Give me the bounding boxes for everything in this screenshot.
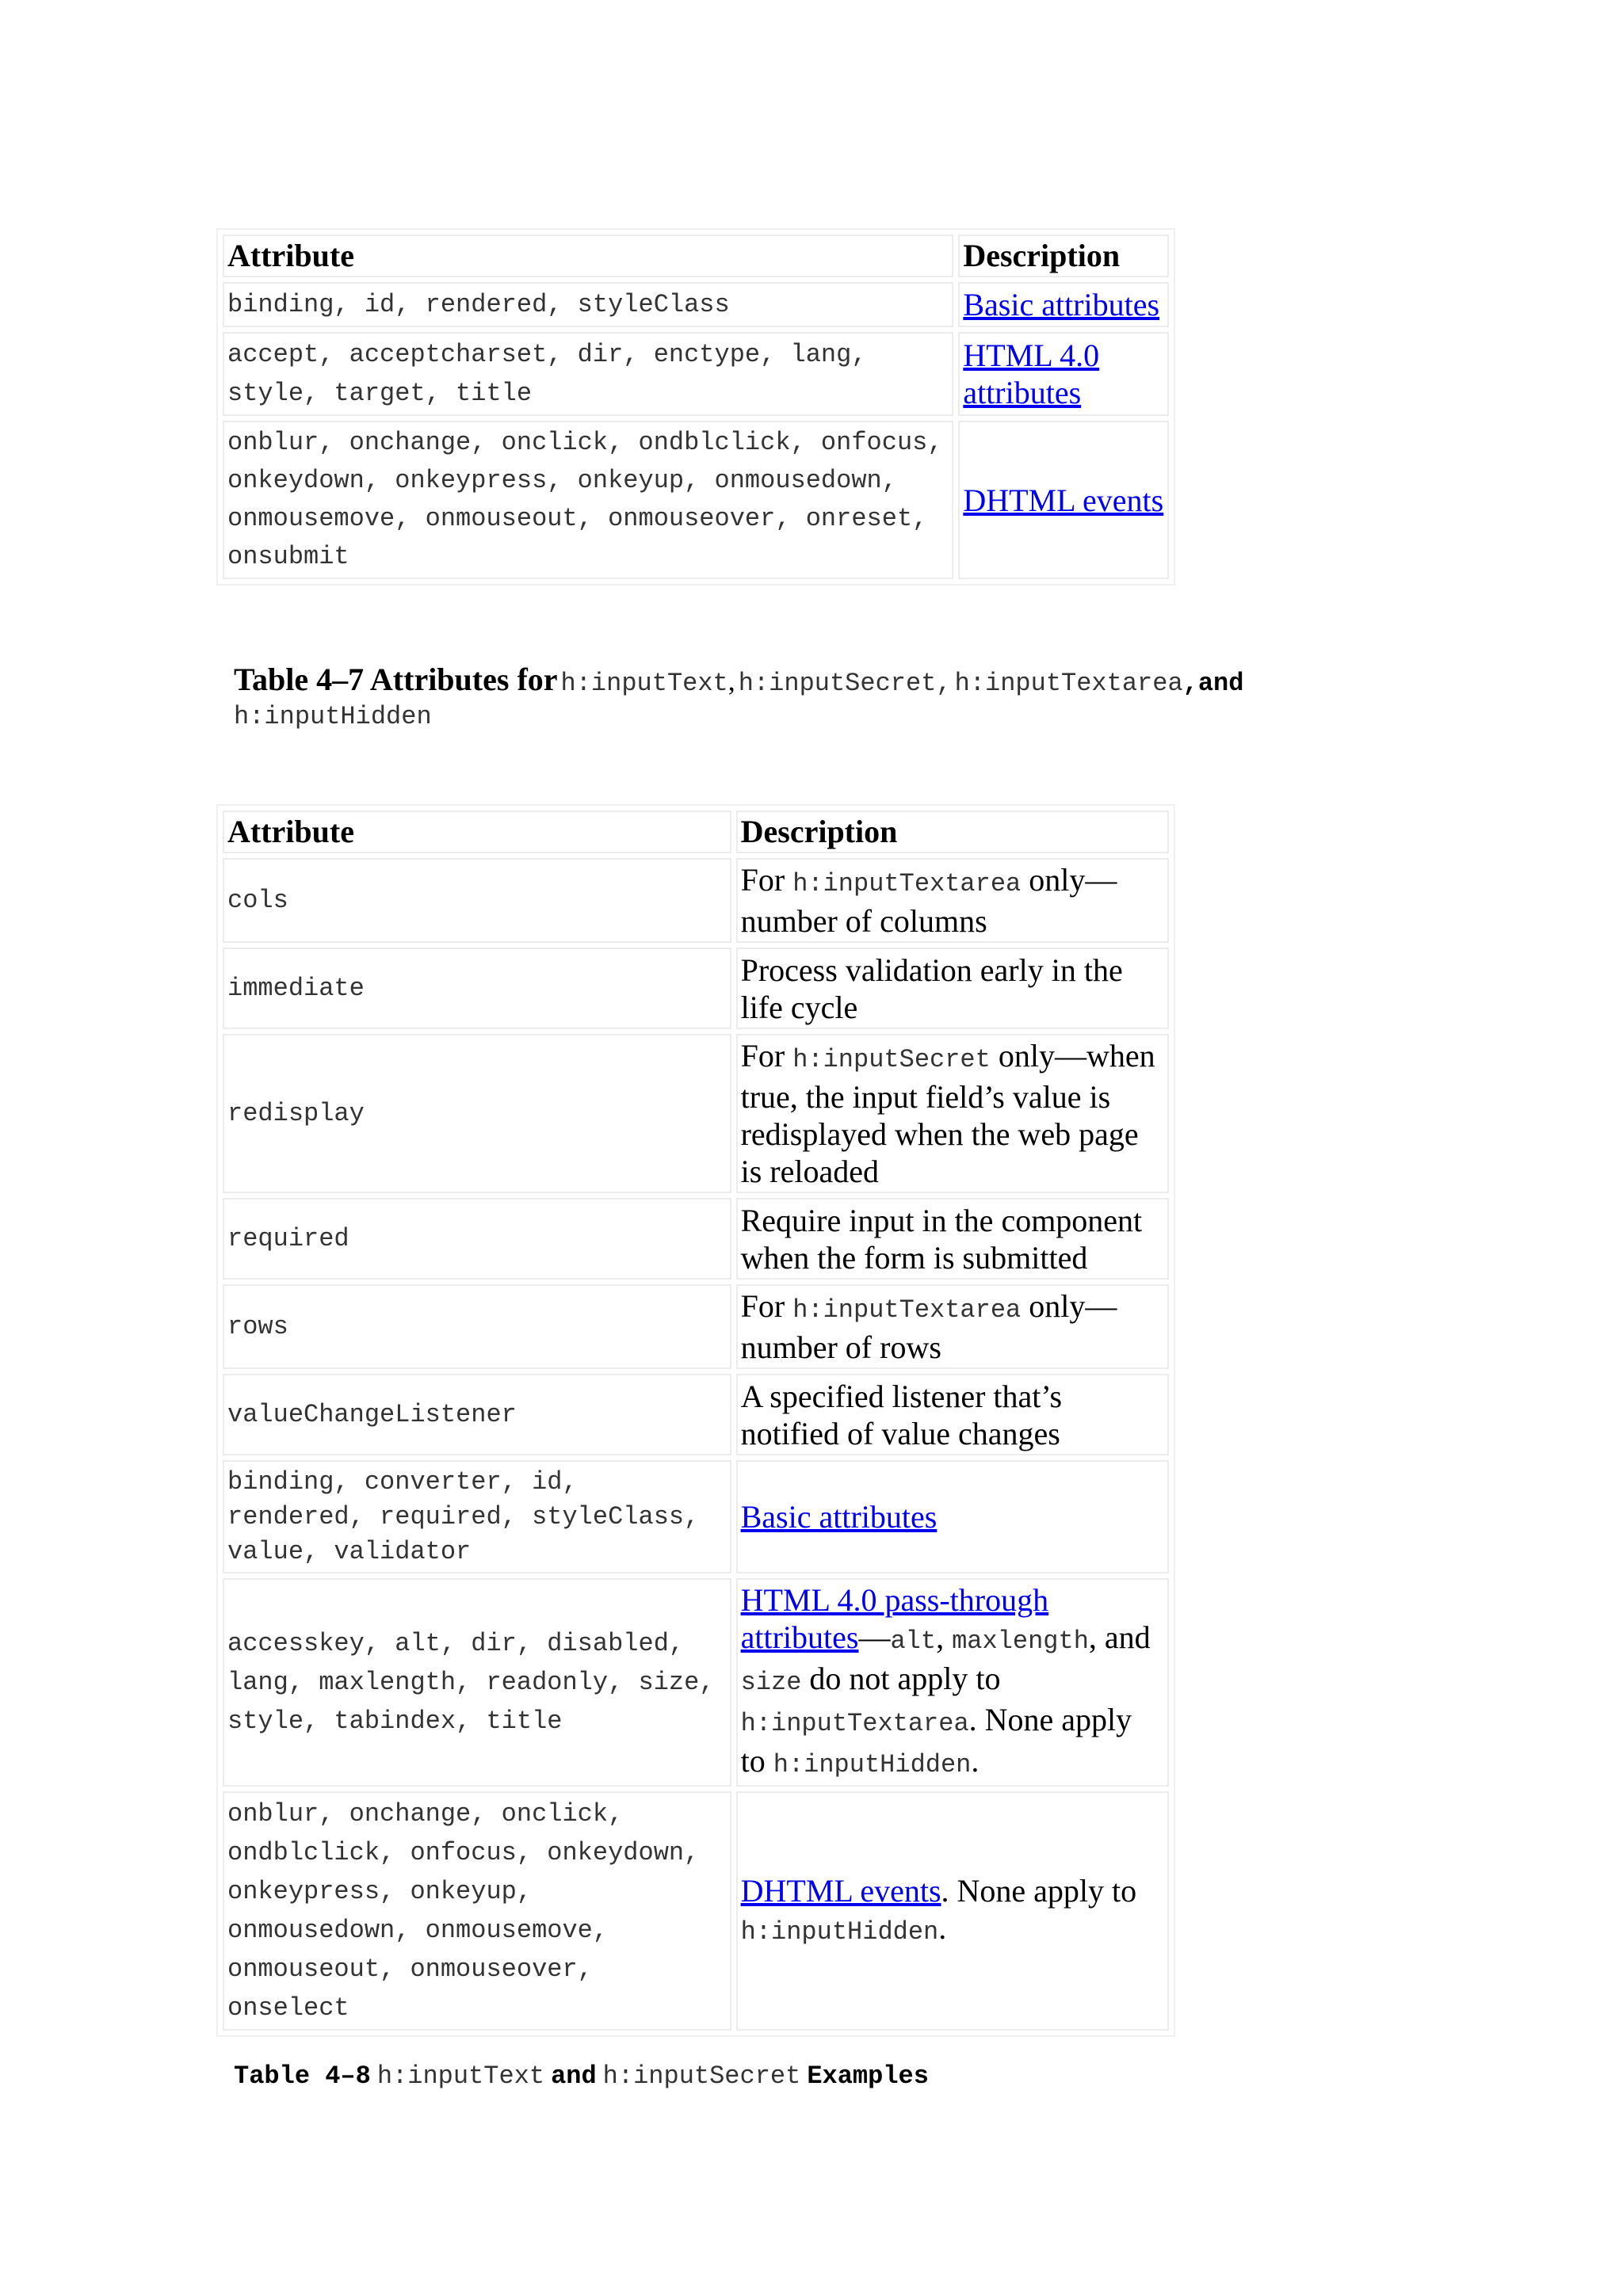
caption-separator: ,	[727, 665, 735, 696]
attribute-cell: valueChangeListener	[223, 1374, 731, 1455]
table-row	[223, 1578, 1169, 1787]
attribute-cell: accept, acceptcharset, dir, enctype, lang, style, target, title	[223, 332, 953, 416]
description-cell	[958, 282, 1169, 327]
table-row	[223, 858, 1169, 943]
caption-code: h:inputTextarea	[954, 669, 1183, 698]
attributes-table-input	[216, 804, 1175, 2037]
description-text: and	[1104, 1619, 1151, 1655]
description-code: h:inputTextarea	[740, 1709, 969, 1738]
table-row	[223, 948, 1169, 1029]
description-cell	[736, 1284, 1169, 1369]
caption-prefix: Table 4–8	[234, 2061, 371, 2091]
caption-code: h:inputText	[560, 669, 728, 698]
caption-code: h:inputHidden	[234, 702, 432, 731]
table-row	[223, 282, 1169, 327]
attribute-cell: binding, converter, id, rendered, required, styleClass, value, validator	[223, 1460, 731, 1573]
description-text: only—number of columns	[740, 862, 1117, 939]
attribute-cell: required	[223, 1198, 731, 1280]
description-cell: Require input in the component when the form is submitted	[736, 1198, 1169, 1280]
table-caption-4-7	[234, 659, 1423, 733]
description-cell	[736, 858, 1169, 943]
table-row	[223, 1791, 1169, 2031]
description-text: only—when true, the input field’s value is redisplayed when the web page is reloaded	[740, 1038, 1155, 1189]
description-text: . None apply to	[941, 1872, 1137, 1909]
description-cell	[736, 1791, 1169, 2031]
attribute-cell: immediate	[223, 948, 731, 1029]
caption-code: h:inputSecret	[602, 2061, 801, 2091]
description-text: . None apply to	[740, 1702, 1132, 1779]
basic-attributes-link[interactable]: Basic attributes	[963, 287, 1160, 322]
attribute-cell: cols	[223, 858, 731, 943]
attribute-cell: binding, id, rendered, styleClass	[223, 282, 953, 327]
description-text: For	[740, 862, 785, 898]
basic-attributes-link[interactable]: Basic attributes	[740, 1499, 938, 1535]
header-attribute: Attribute	[223, 235, 953, 277]
description-cell	[958, 332, 1169, 416]
html-attributes-link[interactable]: HTML 4.0 attributes	[963, 338, 1100, 410]
header-attribute: Attribute	[223, 810, 731, 853]
table-row	[223, 1034, 1169, 1193]
description-text: .	[938, 1909, 947, 1946]
description-text: ,	[936, 1619, 953, 1655]
caption-code: h:inputText	[376, 2061, 545, 2091]
description-text: .	[971, 1743, 980, 1779]
attribute-cell: accesskey, alt, dir, disabled, lang, maxlength, readonly, size, style, tabindex, title	[223, 1578, 731, 1787]
dhtml-events-link[interactable]: DHTML events	[963, 482, 1164, 518]
description-text: do not apply to	[801, 1661, 1001, 1696]
dhtml-events-link[interactable]: DHTML events	[740, 1872, 941, 1909]
table-row	[223, 421, 1169, 579]
description-cell: A specified listener that’s notified of value changes	[736, 1374, 1169, 1455]
description-code: size	[740, 1668, 802, 1697]
description-text: For	[740, 1288, 785, 1324]
attribute-cell: onblur, onchange, onclick, ondblclick, onfocus, onkeydown, onkeypress, onkeyup, onmousedown, onmousemove, onmouseout, onmouseover, onreset, onsubmit	[223, 421, 953, 579]
html-passthrough-link[interactable]: HTML 4.0 pass-through attributes	[740, 1582, 1049, 1655]
description-cell	[736, 1034, 1169, 1193]
description-cell	[958, 421, 1169, 579]
table-row	[223, 1284, 1169, 1369]
caption-prefix: Table 4–7 Attributes for	[234, 662, 558, 697]
caption-and: ,and	[1182, 669, 1244, 698]
description-code: h:inputSecret	[792, 1045, 991, 1074]
attribute-cell: onblur, onchange, onclick, ondblclick, onfocus, onkeydown, onkeypress, onkeyup, onmousedown, onmousemove, onmouseout, onmouseover, onselect	[223, 1791, 731, 2031]
description-code: h:inputTextarea	[792, 1295, 1022, 1325]
description-code: alt	[890, 1627, 937, 1656]
caption-suffix: Examples	[807, 2061, 929, 2091]
description-code: h:inputTextarea	[792, 869, 1022, 898]
header-description: Description	[736, 810, 1169, 853]
table-row	[223, 1374, 1169, 1455]
description-code: maxlength	[952, 1627, 1089, 1656]
table-caption-4-8	[234, 2058, 1423, 2092]
table-header-row	[223, 810, 1169, 853]
attributes-table-basic	[216, 228, 1175, 585]
table-row	[223, 1460, 1169, 1573]
attribute-cell: rows	[223, 1284, 731, 1369]
caption-code: h:inputSecret,	[738, 669, 952, 698]
description-cell: Process validation early in the life cycle	[736, 948, 1169, 1029]
table-row	[223, 332, 1169, 416]
description-text: ,	[1088, 1619, 1097, 1655]
description-code: h:inputHidden	[740, 1917, 939, 1947]
description-cell	[736, 1460, 1169, 1573]
caption-and: and	[551, 2061, 597, 2091]
attribute-cell: redisplay	[223, 1034, 731, 1193]
description-text: —	[858, 1619, 891, 1655]
description-text: For	[740, 1038, 785, 1074]
table-header-row	[223, 235, 1169, 277]
description-code: h:inputHidden	[773, 1750, 972, 1779]
table-row	[223, 1198, 1169, 1280]
header-description: Description	[958, 235, 1169, 277]
description-text: only—number of rows	[740, 1288, 1117, 1365]
description-cell	[736, 1578, 1169, 1787]
